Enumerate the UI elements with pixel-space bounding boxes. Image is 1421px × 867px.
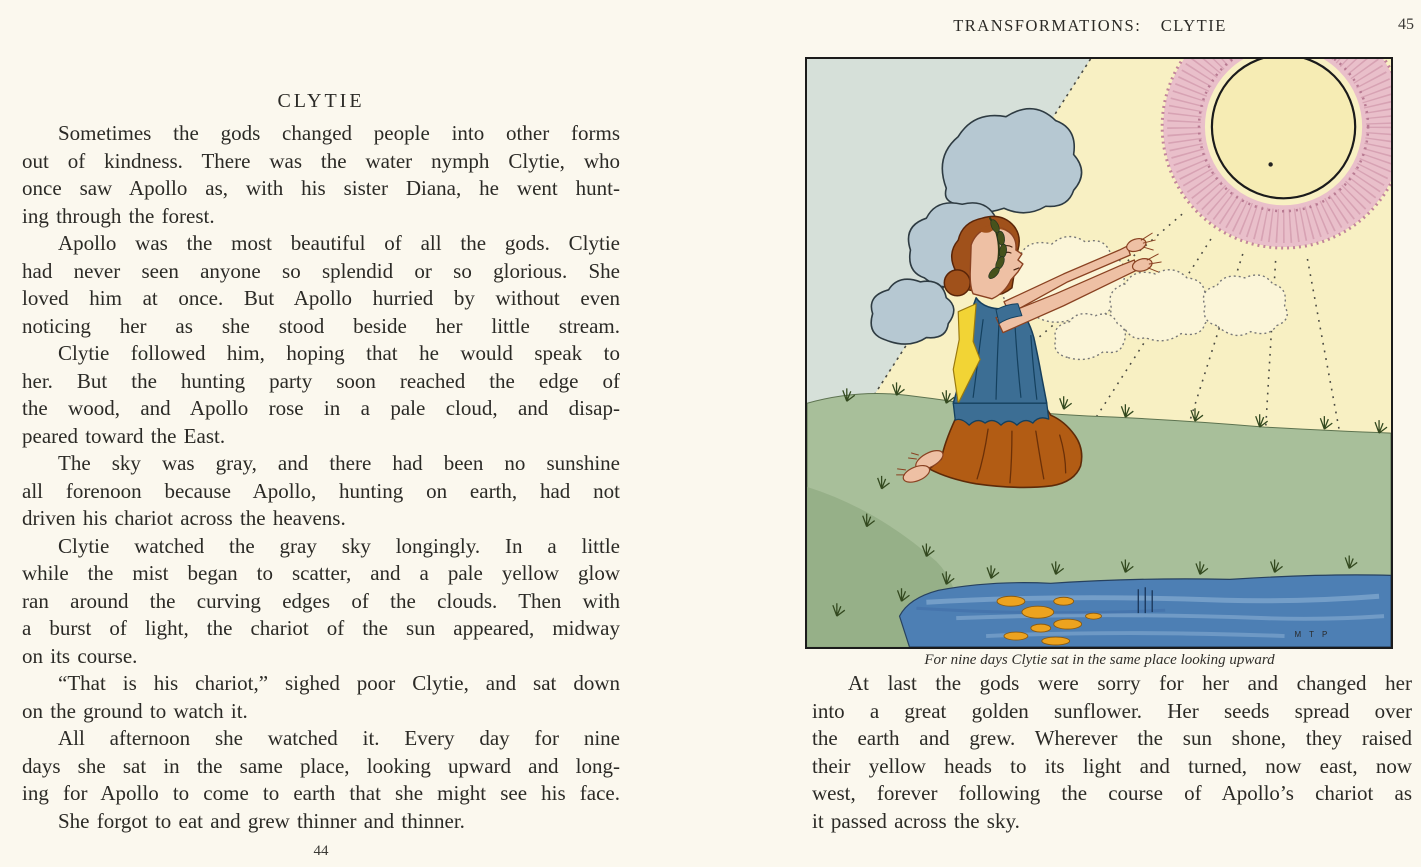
text-line: ing for Apollo to come to earth that she might see his face.	[22, 781, 620, 805]
text-line: into a great golden sunflower. Her seeds spread over	[812, 698, 1412, 723]
left-page-number: 44	[313, 843, 329, 859]
text-line: had never seen anyone so splendid or so glorious. She	[22, 258, 620, 283]
text-line: loved him at once. But Apollo hurried by without even	[22, 286, 620, 310]
text-line: She forgot to eat and grew thinner and thinner.	[58, 808, 465, 833]
text-line: a burst of light, the chariot of the sun appeared, midway	[22, 616, 620, 640]
text-line: noticing her as she stood beside her little stream.	[22, 313, 620, 338]
text-line: ran around the curving edges of the clouds. Then with	[22, 588, 620, 613]
text-line: peared toward the East.	[22, 423, 226, 448]
left-text-column	[22, 120, 620, 835]
text-line: driven his chariot across the heavens.	[22, 506, 346, 530]
illustration-caption: For nine days Clytie sat in the same place looking upward	[924, 652, 1275, 668]
paragraph	[22, 120, 620, 230]
paragraph	[22, 450, 620, 533]
text-line: Clytie followed him, hoping that he would speak to	[58, 341, 620, 365]
artist-initials: M T P	[1294, 630, 1331, 640]
text-line: All afternoon she watched it. Every day for nine	[58, 726, 620, 750]
illustration	[805, 57, 1393, 649]
text-line: the wood, and Apollo rose in a pale cloud, and disap-	[22, 396, 620, 420]
text-line: Clytie watched the gray sky longingly. In a little	[58, 533, 620, 558]
text-line: ing through the forest.	[22, 203, 215, 228]
text-line: it passed across the sky.	[812, 808, 1020, 833]
text-line: Sometimes the gods changed people into other forms	[58, 121, 620, 145]
text-line: the earth and grew. Wherever the sun shone, they raised	[812, 726, 1412, 750]
text-line: while the mist began to scatter, and a pale yellow glow	[22, 561, 620, 585]
text-line: days she sat in the same place, looking upward and long-	[22, 753, 620, 778]
paragraph	[22, 725, 620, 808]
paragraph	[22, 533, 620, 671]
text-line: The sky was gray, and there had been no sunshine	[58, 451, 620, 475]
text-line: on its course.	[22, 643, 138, 668]
paragraph	[22, 670, 620, 725]
paragraph	[22, 230, 620, 340]
paragraph	[812, 670, 1412, 835]
text-line: their yellow heads to its light and turned, now east, now	[812, 753, 1412, 778]
text-line: on the ground to watch it.	[22, 698, 248, 723]
running-header: TRANSFORMATIONS: CLYTIE	[953, 16, 1227, 35]
paragraph	[22, 340, 620, 450]
right-page-number: 45	[1398, 16, 1414, 33]
right-text-column	[812, 670, 1412, 835]
text-line: At last the gods were sorry for her and changed her	[848, 671, 1412, 695]
text-line: “That is his chariot,” sighed poor Clytie, and sat down	[58, 671, 620, 695]
paragraph	[22, 808, 620, 836]
text-line: all forenoon because Apollo, hunting on earth, had not	[22, 478, 620, 503]
text-line: out of kindness. There was the water nymph Clytie, who	[22, 148, 620, 173]
chapter-title: CLYTIE	[277, 90, 365, 112]
text-line: once saw Apollo as, with his sister Diana, he went hunt-	[22, 176, 620, 200]
text-line: her. But the hunting party soon reached the edge of	[22, 368, 620, 393]
text-line: west, forever following the course of Apollo’s chariot as	[812, 781, 1412, 805]
text-line: Apollo was the most beautiful of all the gods. Clytie	[58, 231, 620, 255]
clytie-illustration-svg	[807, 59, 1391, 647]
